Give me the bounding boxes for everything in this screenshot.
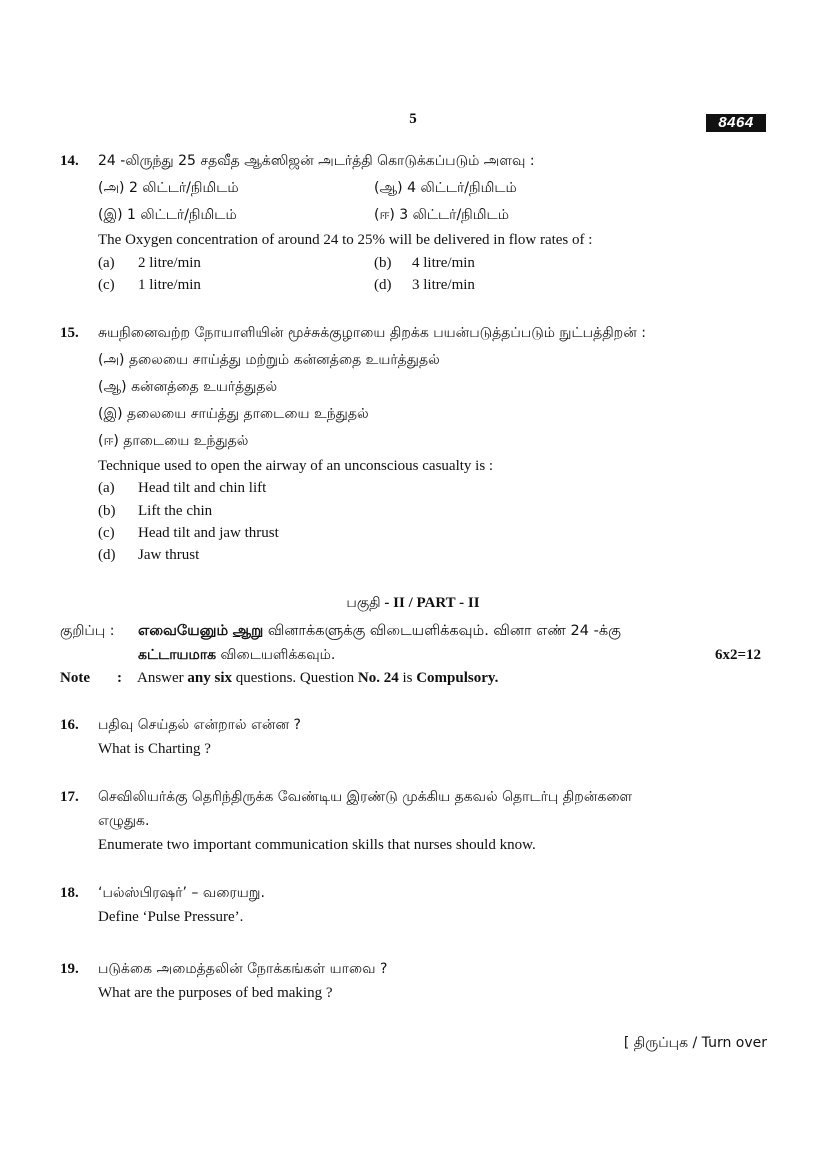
question-number: 17. xyxy=(60,789,79,805)
option-tamil: (இ) தலையை சாய்த்து தாடையை உந்துதல் xyxy=(98,406,369,422)
question-number: 15. xyxy=(60,325,79,341)
option-english-text: Head tilt and chin lift xyxy=(138,480,267,496)
option-tamil: (ஈ) 3 லிட்டர்/நிமிடம் xyxy=(374,207,509,223)
question-english: Technique used to open the airway of an unconscious casualty is : xyxy=(98,458,494,474)
option-english-text: Head tilt and jaw thrust xyxy=(138,525,279,541)
option-english-text: Lift the chin xyxy=(138,503,213,519)
question-number: 16. xyxy=(60,717,79,733)
question-number: 14. xyxy=(60,153,79,169)
note-label-tamil: குறிப்பு : xyxy=(60,623,115,639)
question-tamil: பதிவு செய்தல் என்றால் என்ன ? xyxy=(98,717,301,733)
paper-code-badge: 8464 xyxy=(706,114,766,132)
question-tamil: செவிலியர்க்கு தெரிந்திருக்க வேண்டிய இரண்டு முக்கிய தகவல் தொடர்பு திறன்களை xyxy=(98,789,633,805)
option-english-text: Jaw thrust xyxy=(138,547,200,563)
turn-over-note: [ திருப்புக / Turn over xyxy=(623,1035,767,1051)
question-number: 19. xyxy=(60,961,79,977)
option-english: (b) xyxy=(374,255,392,271)
option-english: (a) xyxy=(98,480,115,496)
question-tamil: 24 -லிருந்து 25 சதவீத ஆக்ஸிஜன் அடர்த்தி கொடுக்கப்படும் அளவு : xyxy=(98,153,535,169)
option-english: (c) xyxy=(98,277,115,293)
option-tamil: (ஆ) கன்னத்தை உயர்த்துதல் xyxy=(98,379,278,395)
question-english: What are the purposes of bed making ? xyxy=(98,985,333,1001)
option-english-text: 1 litre/min xyxy=(138,277,201,293)
option-english: (c) xyxy=(98,525,115,541)
part-heading: பகுதி - II / PART - II xyxy=(346,595,480,611)
marks-label: 6x2=12 xyxy=(715,647,762,663)
option-english-text: 2 litre/min xyxy=(138,255,201,271)
option-english-text: 4 litre/min xyxy=(412,255,475,271)
question-number: 18. xyxy=(60,885,79,901)
question-tamil-cont: எழுதுக. xyxy=(98,813,150,829)
note-label-english: Note xyxy=(60,670,90,686)
question-tamil: சுயநினைவற்ற நோயாளியின் மூச்சுக்குழாயை திறக்க பயன்படுத்தப்படும் நுட்பத்திறன் : xyxy=(98,325,646,341)
option-tamil: (ஆ) 4 லிட்டர்/நிமிடம் xyxy=(374,180,517,196)
page-number: 5 xyxy=(409,111,417,127)
question-english: Enumerate two important communication skills that nurses should know. xyxy=(98,837,536,853)
question-english: The Oxygen concentration of around 24 to 25% will be delivered in flow rates of : xyxy=(98,232,593,248)
option-tamil: (அ) தலையை சாய்த்து மற்றும் கன்னத்தை உயர்த்துதல் xyxy=(98,352,440,368)
option-english: (a) xyxy=(98,255,115,271)
option-tamil: (இ) 1 லிட்டர்/நிமிடம் xyxy=(98,207,237,223)
note-tamil-line2: கட்டாயமாக விடையளிக்கவும். xyxy=(138,647,336,663)
question-tamil: ‘பல்ஸ்பிரஷர்’ – வரையறு. xyxy=(98,885,265,901)
option-english: (d) xyxy=(374,277,392,293)
question-tamil: படுக்கை அமைத்தலின் நோக்கங்கள் யாவை ? xyxy=(98,961,388,977)
option-english-text: 3 litre/min xyxy=(412,277,475,293)
option-tamil: (ஈ) தாடையை உந்துதல் xyxy=(98,433,249,449)
option-tamil: (அ) 2 லிட்டர்/நிமிடம் xyxy=(98,180,239,196)
question-english: What is Charting ? xyxy=(98,741,211,757)
note-colon: : xyxy=(117,670,122,686)
option-english: (b) xyxy=(98,503,116,519)
note-tamil-line1: எவையேனும் ஆறு வினாக்களுக்கு விடையளிக்கவும். வினா எண் 24 -க்கு xyxy=(138,623,621,639)
option-english: (d) xyxy=(98,547,116,563)
note-english: Answer any six questions. Question No. 24 is Compulsory. xyxy=(137,670,499,686)
question-english: Define ‘Pulse Pressure’. xyxy=(98,909,244,925)
